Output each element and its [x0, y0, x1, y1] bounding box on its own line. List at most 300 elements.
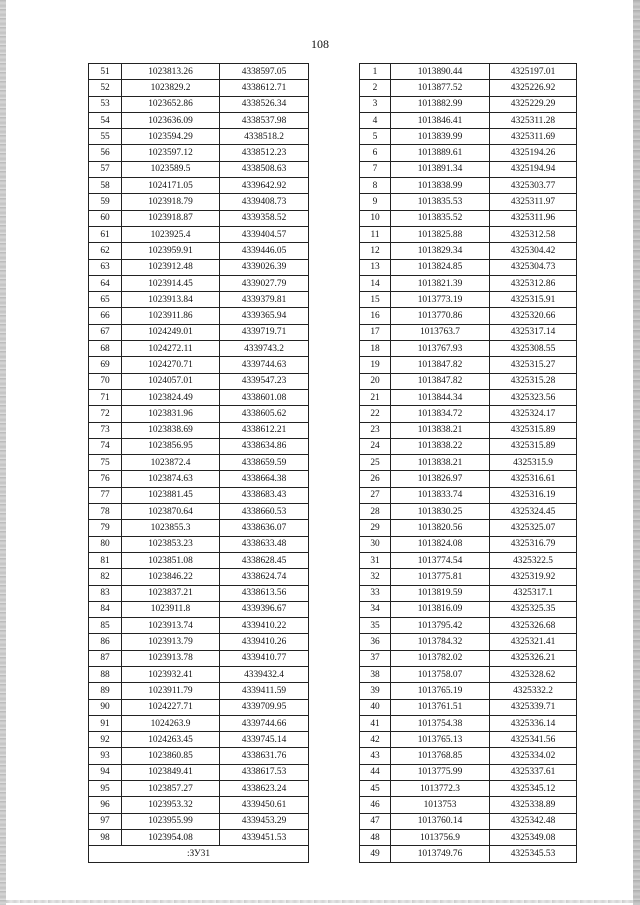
- x-coordinate-cell: 1013816.09: [391, 601, 490, 617]
- point-number-cell: 2: [360, 80, 391, 96]
- x-coordinate-cell: 1013775.99: [391, 764, 490, 780]
- table-row: [360, 585, 577, 601]
- y-coordinate-cell: 4338537.98: [220, 112, 309, 128]
- table-row: [89, 699, 309, 715]
- y-coordinate-cell: 4339365.94: [220, 308, 309, 324]
- x-coordinate-cell: 1013838.99: [391, 178, 490, 194]
- y-coordinate-cell: 4325320.66: [490, 308, 577, 324]
- table-row: [89, 161, 309, 177]
- x-coordinate-cell: 1023914.45: [122, 275, 220, 291]
- x-coordinate-cell: 1023913.79: [122, 634, 220, 650]
- table-row: [89, 829, 309, 845]
- y-coordinate-cell: 4339404.57: [220, 226, 309, 242]
- y-coordinate-cell: 4325322.5: [490, 552, 577, 568]
- point-number-cell: 80: [89, 536, 122, 552]
- table-row: [89, 96, 309, 112]
- table-row: [89, 210, 309, 226]
- y-coordinate-cell: 4325345.12: [490, 781, 577, 797]
- table-row: [89, 683, 309, 699]
- x-coordinate-cell: 1013826.97: [391, 471, 490, 487]
- y-coordinate-cell: 4338634.86: [220, 438, 309, 454]
- table-row: [360, 406, 577, 422]
- x-coordinate-cell: 1013824.85: [391, 259, 490, 275]
- y-coordinate-cell: 4325324.17: [490, 406, 577, 422]
- point-number-cell: 83: [89, 585, 122, 601]
- point-number-cell: 26: [360, 471, 391, 487]
- table-row: [89, 292, 309, 308]
- table-row: [89, 422, 309, 438]
- y-coordinate-cell: 4338612.21: [220, 422, 309, 438]
- table-row: [89, 666, 309, 682]
- point-number-cell: 21: [360, 389, 391, 405]
- x-coordinate-cell: 1013772.3: [391, 781, 490, 797]
- point-number-cell: 25: [360, 455, 391, 471]
- x-coordinate-cell: 1023925.4: [122, 226, 220, 242]
- x-coordinate-cell: 1024249.01: [122, 324, 220, 340]
- x-coordinate-cell: 1013782.02: [391, 650, 490, 666]
- x-coordinate-cell: 1023874.63: [122, 471, 220, 487]
- x-coordinate-cell: 1023955.99: [122, 813, 220, 829]
- table-row: [360, 210, 577, 226]
- table-row: [360, 846, 577, 862]
- point-number-cell: 7: [360, 161, 391, 177]
- point-number-cell: 29: [360, 520, 391, 536]
- table-row: [360, 797, 577, 813]
- table-row: [89, 406, 309, 422]
- point-number-cell: 19: [360, 357, 391, 373]
- table-row: [89, 797, 309, 813]
- table-row: [360, 699, 577, 715]
- y-coordinate-cell: 4338683.43: [220, 487, 309, 503]
- y-coordinate-cell: 4339446.05: [220, 243, 309, 259]
- scan-edge-bottom: [6, 900, 634, 903]
- y-coordinate-cell: 4339410.77: [220, 650, 309, 666]
- x-coordinate-cell: 1023870.64: [122, 504, 220, 520]
- y-coordinate-cell: 4325315.28: [490, 373, 577, 389]
- y-coordinate-cell: 4325312.86: [490, 275, 577, 291]
- point-number-cell: 97: [89, 813, 122, 829]
- point-number-cell: 54: [89, 112, 122, 128]
- x-coordinate-cell: 1024270.71: [122, 357, 220, 373]
- y-coordinate-cell: 4339408.73: [220, 194, 309, 210]
- table-row: [360, 80, 577, 96]
- y-coordinate-cell: 4338636.07: [220, 520, 309, 536]
- table-row: [89, 275, 309, 291]
- table-row: [89, 471, 309, 487]
- point-number-cell: 10: [360, 210, 391, 226]
- point-number-cell: 64: [89, 275, 122, 291]
- point-number-cell: 59: [89, 194, 122, 210]
- y-coordinate-cell: 4325336.14: [490, 715, 577, 731]
- x-coordinate-cell: 1023860.85: [122, 748, 220, 764]
- y-coordinate-cell: 4325303.77: [490, 178, 577, 194]
- table-row: [360, 226, 577, 242]
- y-coordinate-cell: 4325337.61: [490, 764, 577, 780]
- x-coordinate-cell: 1023913.84: [122, 292, 220, 308]
- x-coordinate-cell: 1013773.19: [391, 292, 490, 308]
- point-number-cell: 30: [360, 536, 391, 552]
- x-coordinate-cell: 1013774.54: [391, 552, 490, 568]
- table-row: [89, 112, 309, 128]
- point-number-cell: 90: [89, 699, 122, 715]
- point-number-cell: 56: [89, 145, 122, 161]
- table-row: [89, 487, 309, 503]
- x-coordinate-cell: 1013838.22: [391, 438, 490, 454]
- y-coordinate-cell: 4339743.2: [220, 341, 309, 357]
- y-coordinate-cell: 4339026.39: [220, 259, 309, 275]
- point-number-cell: 43: [360, 748, 391, 764]
- table-row: [360, 96, 577, 112]
- x-coordinate-cell: 1013753: [391, 797, 490, 813]
- point-number-cell: 63: [89, 259, 122, 275]
- table-row: [89, 178, 309, 194]
- y-coordinate-cell: 4325338.89: [490, 797, 577, 813]
- point-number-cell: 15: [360, 292, 391, 308]
- x-coordinate-cell: 1023652.86: [122, 96, 220, 112]
- scan-edge-left: [0, 0, 6, 905]
- x-coordinate-cell: 1013890.44: [391, 64, 490, 80]
- y-coordinate-cell: 4339642.92: [220, 178, 309, 194]
- point-number-cell: 20: [360, 373, 391, 389]
- table-row: [360, 422, 577, 438]
- point-number-cell: 74: [89, 438, 122, 454]
- table-row: [89, 764, 309, 780]
- point-number-cell: 78: [89, 504, 122, 520]
- table-row: [89, 455, 309, 471]
- table-row: [89, 618, 309, 634]
- x-coordinate-cell: 1024227.71: [122, 699, 220, 715]
- point-number-cell: 68: [89, 341, 122, 357]
- y-coordinate-cell: 4339411.59: [220, 683, 309, 699]
- y-coordinate-cell: 4339453.29: [220, 813, 309, 829]
- table-row: [360, 764, 577, 780]
- y-coordinate-cell: 4338605.62: [220, 406, 309, 422]
- table-row: [89, 715, 309, 731]
- y-coordinate-cell: 4338660.53: [220, 504, 309, 520]
- page-number: 108: [311, 37, 329, 51]
- table-row: [89, 389, 309, 405]
- x-coordinate-cell: 1023829.2: [122, 80, 220, 96]
- y-coordinate-cell: 4325349.08: [490, 829, 577, 845]
- point-number-cell: 24: [360, 438, 391, 454]
- table-row: [89, 357, 309, 373]
- x-coordinate-cell: 1023932.41: [122, 666, 220, 682]
- y-coordinate-cell: 4338518.2: [220, 129, 309, 145]
- table-row: [360, 455, 577, 471]
- table-row: [89, 748, 309, 764]
- table-row: [360, 292, 577, 308]
- table-row: [89, 145, 309, 161]
- table-row: [89, 585, 309, 601]
- table-row: [360, 471, 577, 487]
- point-number-cell: 18: [360, 341, 391, 357]
- point-number-cell: 37: [360, 650, 391, 666]
- x-coordinate-cell: 1023856.95: [122, 438, 220, 454]
- y-coordinate-cell: 4325316.19: [490, 487, 577, 503]
- point-number-cell: 42: [360, 732, 391, 748]
- x-coordinate-cell: 1013839.99: [391, 129, 490, 145]
- x-coordinate-cell: 1023881.45: [122, 487, 220, 503]
- point-number-cell: 45: [360, 781, 391, 797]
- y-coordinate-cell: 4325342.48: [490, 813, 577, 829]
- x-coordinate-cell: 1023846.22: [122, 569, 220, 585]
- y-coordinate-cell: 4339451.53: [220, 829, 309, 845]
- y-coordinate-cell: 4325328.62: [490, 666, 577, 682]
- point-number-cell: 8: [360, 178, 391, 194]
- y-coordinate-cell: 4325341.56: [490, 732, 577, 748]
- y-coordinate-cell: 4338512.23: [220, 145, 309, 161]
- point-number-cell: 58: [89, 178, 122, 194]
- table-row: [360, 194, 577, 210]
- x-coordinate-cell: 1013847.82: [391, 373, 490, 389]
- x-coordinate-cell: 1013825.88: [391, 226, 490, 242]
- x-coordinate-cell: 1023918.87: [122, 210, 220, 226]
- table-row: [89, 650, 309, 666]
- x-coordinate-cell: 1023837.21: [122, 585, 220, 601]
- y-coordinate-cell: 4325312.58: [490, 226, 577, 242]
- y-coordinate-cell: 4325324.45: [490, 504, 577, 520]
- x-coordinate-cell: 1023857.27: [122, 781, 220, 797]
- y-coordinate-cell: 4338617.53: [220, 764, 309, 780]
- point-number-cell: 40: [360, 699, 391, 715]
- x-coordinate-cell: 1023913.78: [122, 650, 220, 666]
- x-coordinate-cell: 1023589.5: [122, 161, 220, 177]
- table-row: [360, 634, 577, 650]
- table-row: [360, 438, 577, 454]
- table-row: [89, 438, 309, 454]
- y-coordinate-cell: 4325323.56: [490, 389, 577, 405]
- x-coordinate-cell: 1013882.99: [391, 96, 490, 112]
- y-coordinate-cell: 4325194.26: [490, 145, 577, 161]
- point-number-cell: 17: [360, 324, 391, 340]
- y-coordinate-cell: 4338601.08: [220, 389, 309, 405]
- table-row: [360, 64, 577, 80]
- x-coordinate-cell: 1013761.51: [391, 699, 490, 715]
- y-coordinate-cell: 4339396.67: [220, 601, 309, 617]
- table-row: [89, 569, 309, 585]
- table-row: [360, 145, 577, 161]
- y-coordinate-cell: 4339432.4: [220, 666, 309, 682]
- y-coordinate-cell: 4325315.91: [490, 292, 577, 308]
- point-number-cell: 77: [89, 487, 122, 503]
- scan-edge-right: [633, 0, 640, 905]
- point-number-cell: 35: [360, 618, 391, 634]
- x-coordinate-cell: 1023855.3: [122, 520, 220, 536]
- point-number-cell: 88: [89, 666, 122, 682]
- point-number-cell: 38: [360, 666, 391, 682]
- point-number-cell: 44: [360, 764, 391, 780]
- table-row: [89, 226, 309, 242]
- y-coordinate-cell: 4325316.79: [490, 536, 577, 552]
- table-row: [89, 504, 309, 520]
- y-coordinate-cell: 4325315.9: [490, 455, 577, 471]
- x-coordinate-cell: 1013835.52: [391, 210, 490, 226]
- x-coordinate-cell: 1013838.21: [391, 422, 490, 438]
- x-coordinate-cell: 1013833.74: [391, 487, 490, 503]
- x-coordinate-cell: 1023911.8: [122, 601, 220, 617]
- x-coordinate-cell: 1024171.05: [122, 178, 220, 194]
- y-coordinate-cell: 4339358.52: [220, 210, 309, 226]
- point-number-cell: 91: [89, 715, 122, 731]
- y-coordinate-cell: 4325317.1: [490, 585, 577, 601]
- y-coordinate-cell: 4339027.79: [220, 275, 309, 291]
- table-row: [360, 601, 577, 617]
- y-coordinate-cell: 4339744.63: [220, 357, 309, 373]
- table-row: [89, 64, 309, 80]
- x-coordinate-cell: 1023953.32: [122, 797, 220, 813]
- table-row: [360, 618, 577, 634]
- y-coordinate-cell: 4338597.05: [220, 64, 309, 80]
- x-coordinate-cell: 1013754.38: [391, 715, 490, 731]
- parcel-label: :ЗУ31: [89, 846, 309, 862]
- table-row: [360, 357, 577, 373]
- y-coordinate-cell: 4325334.02: [490, 748, 577, 764]
- x-coordinate-cell: 1023853.23: [122, 536, 220, 552]
- x-coordinate-cell: 1013835.53: [391, 194, 490, 210]
- x-coordinate-cell: 1023636.09: [122, 112, 220, 128]
- x-coordinate-cell: 1013889.61: [391, 145, 490, 161]
- x-coordinate-cell: 1024272.11: [122, 341, 220, 357]
- y-coordinate-cell: 4325326.68: [490, 618, 577, 634]
- y-coordinate-cell: 4325226.92: [490, 80, 577, 96]
- y-coordinate-cell: 4325311.97: [490, 194, 577, 210]
- y-coordinate-cell: 4325304.42: [490, 243, 577, 259]
- point-number-cell: 61: [89, 226, 122, 242]
- coordinates-table-left: [88, 63, 309, 863]
- point-number-cell: 23: [360, 422, 391, 438]
- y-coordinate-cell: 4325197.01: [490, 64, 577, 80]
- y-coordinate-cell: 4339709.95: [220, 699, 309, 715]
- table-footer-row: [89, 846, 309, 862]
- x-coordinate-cell: 1013834.72: [391, 406, 490, 422]
- table-row: [360, 324, 577, 340]
- x-coordinate-cell: 1013763.7: [391, 324, 490, 340]
- y-coordinate-cell: 4338508.63: [220, 161, 309, 177]
- point-number-cell: 12: [360, 243, 391, 259]
- x-coordinate-cell: 1013770.86: [391, 308, 490, 324]
- table-row: [360, 487, 577, 503]
- point-number-cell: 87: [89, 650, 122, 666]
- x-coordinate-cell: 1013765.19: [391, 683, 490, 699]
- y-coordinate-cell: 4338623.24: [220, 781, 309, 797]
- table-row: [360, 715, 577, 731]
- point-number-cell: 5: [360, 129, 391, 145]
- table-row: [360, 552, 577, 568]
- y-coordinate-cell: 4339547.23: [220, 373, 309, 389]
- point-number-cell: 69: [89, 357, 122, 373]
- table-row: [360, 732, 577, 748]
- point-number-cell: 3: [360, 96, 391, 112]
- x-coordinate-cell: 1023831.96: [122, 406, 220, 422]
- x-coordinate-cell: 1023959.91: [122, 243, 220, 259]
- table-row: [360, 341, 577, 357]
- point-number-cell: 53: [89, 96, 122, 112]
- x-coordinate-cell: 1013838.21: [391, 455, 490, 471]
- table-row: [89, 536, 309, 552]
- x-coordinate-cell: 1023824.49: [122, 389, 220, 405]
- point-number-cell: 81: [89, 552, 122, 568]
- point-number-cell: 98: [89, 829, 122, 845]
- table-row: [360, 781, 577, 797]
- x-coordinate-cell: 1013819.59: [391, 585, 490, 601]
- table-row: [360, 243, 577, 259]
- y-coordinate-cell: 4325315.89: [490, 422, 577, 438]
- point-number-cell: 96: [89, 797, 122, 813]
- x-coordinate-cell: 1013756.9: [391, 829, 490, 845]
- y-coordinate-cell: 4325316.61: [490, 471, 577, 487]
- x-coordinate-cell: 1023913.74: [122, 618, 220, 634]
- y-coordinate-cell: 4338612.71: [220, 80, 309, 96]
- point-number-cell: 11: [360, 226, 391, 242]
- table-row: [360, 813, 577, 829]
- table-row: [89, 341, 309, 357]
- point-number-cell: 73: [89, 422, 122, 438]
- y-coordinate-cell: 4325332.2: [490, 683, 577, 699]
- table-row: [89, 80, 309, 96]
- point-number-cell: 62: [89, 243, 122, 259]
- y-coordinate-cell: 4325229.29: [490, 96, 577, 112]
- y-coordinate-cell: 4325319.92: [490, 569, 577, 585]
- x-coordinate-cell: 1023911.79: [122, 683, 220, 699]
- y-coordinate-cell: 4325311.28: [490, 112, 577, 128]
- x-coordinate-cell: 1023872.4: [122, 455, 220, 471]
- y-coordinate-cell: 4325325.07: [490, 520, 577, 536]
- y-coordinate-cell: 4339379.81: [220, 292, 309, 308]
- point-number-cell: 65: [89, 292, 122, 308]
- point-number-cell: 1: [360, 64, 391, 80]
- point-number-cell: 47: [360, 813, 391, 829]
- table-row: [360, 389, 577, 405]
- x-coordinate-cell: 1023597.12: [122, 145, 220, 161]
- table-row: [360, 308, 577, 324]
- y-coordinate-cell: 4338624.74: [220, 569, 309, 585]
- y-coordinate-cell: 4325194.94: [490, 161, 577, 177]
- y-coordinate-cell: 4339744.66: [220, 715, 309, 731]
- table-row: [89, 601, 309, 617]
- point-number-cell: 75: [89, 455, 122, 471]
- point-number-cell: 86: [89, 634, 122, 650]
- y-coordinate-cell: 4339450.61: [220, 797, 309, 813]
- point-number-cell: 84: [89, 601, 122, 617]
- x-coordinate-cell: 1024263.45: [122, 732, 220, 748]
- table-row: [360, 683, 577, 699]
- point-number-cell: 82: [89, 569, 122, 585]
- x-coordinate-cell: 1023954.08: [122, 829, 220, 845]
- y-coordinate-cell: 4338631.76: [220, 748, 309, 764]
- x-coordinate-cell: 1013820.56: [391, 520, 490, 536]
- point-number-cell: 85: [89, 618, 122, 634]
- y-coordinate-cell: 4339745.14: [220, 732, 309, 748]
- y-coordinate-cell: 4325326.21: [490, 650, 577, 666]
- point-number-cell: 16: [360, 308, 391, 324]
- point-number-cell: 9: [360, 194, 391, 210]
- point-number-cell: 31: [360, 552, 391, 568]
- point-number-cell: 14: [360, 275, 391, 291]
- y-coordinate-cell: 4338659.59: [220, 455, 309, 471]
- point-number-cell: 71: [89, 389, 122, 405]
- point-number-cell: 33: [360, 585, 391, 601]
- coordinates-table-right: [359, 63, 577, 863]
- point-number-cell: 4: [360, 112, 391, 128]
- x-coordinate-cell: 1013891.34: [391, 161, 490, 177]
- point-number-cell: 34: [360, 601, 391, 617]
- table-row: [89, 634, 309, 650]
- point-number-cell: 76: [89, 471, 122, 487]
- x-coordinate-cell: 1024057.01: [122, 373, 220, 389]
- x-coordinate-cell: 1013749.76: [391, 846, 490, 862]
- x-coordinate-cell: 1013824.08: [391, 536, 490, 552]
- table-row: [89, 129, 309, 145]
